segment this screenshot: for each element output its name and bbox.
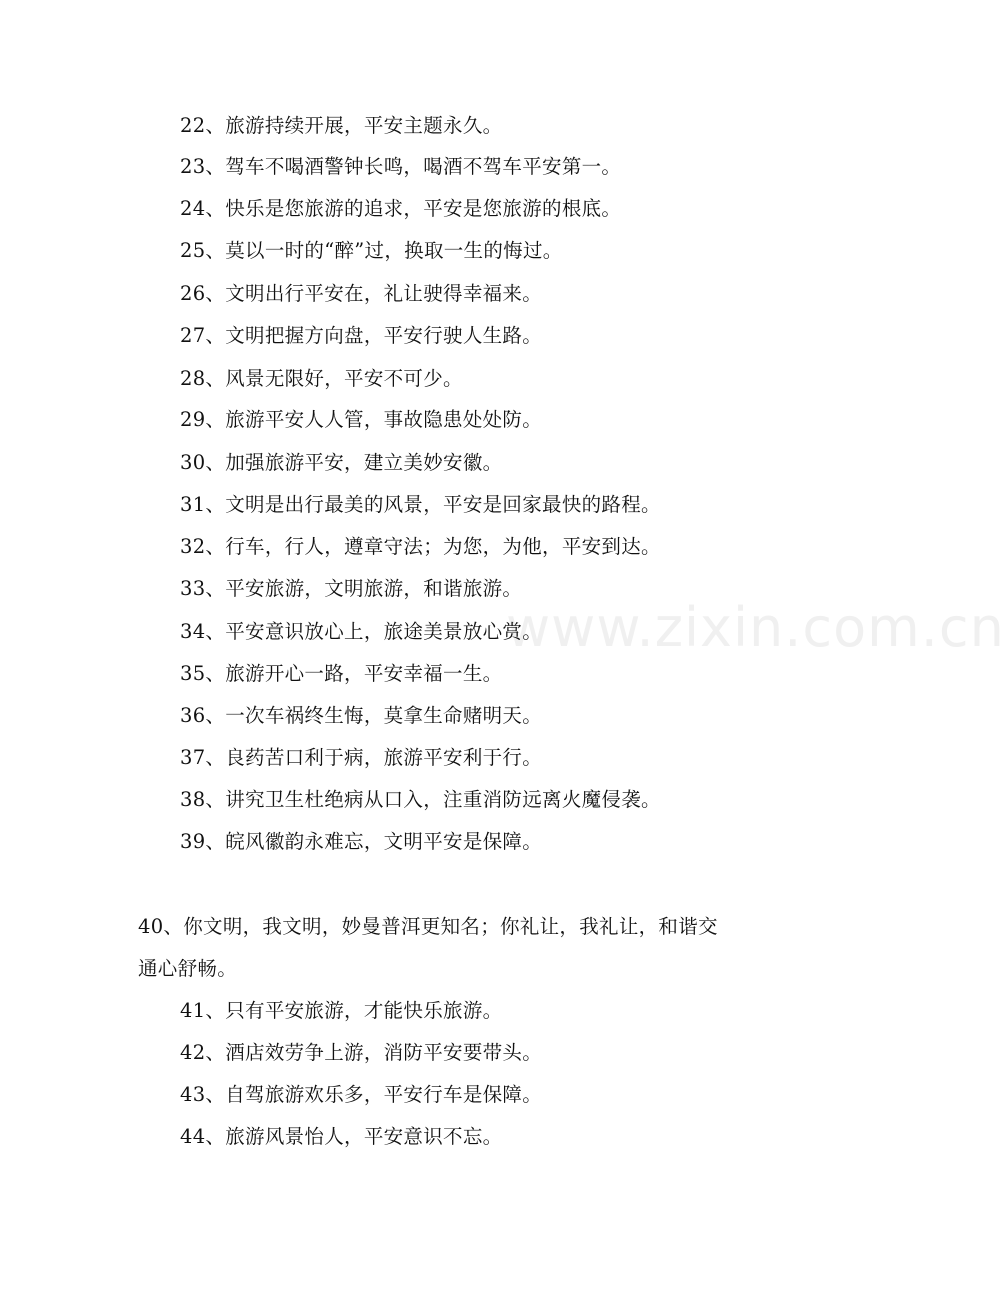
list-item: 28、风景无限好，平安不可少。 (180, 367, 463, 390)
list-item: 31、文明是出行最美的风景，平安是回家最快的路程。 (180, 493, 661, 516)
list-item: 39、皖风徽韵永难忘，文明平安是保障。 (180, 830, 543, 853)
list-item-40-line2: 通心舒畅。 (138, 957, 238, 980)
list-item: 41、只有平安旅游，才能快乐旅游。 (180, 999, 503, 1022)
list-item: 33、平安旅游，文明旅游，和谐旅游。 (180, 577, 523, 600)
list-item: 38、讲究卫生杜绝病从口入，注重消防远离火魔侵袭。 (180, 788, 661, 811)
list-item: 29、旅游平安人人管，事故隐患处处防。 (180, 408, 543, 431)
list-item: 25、莫以一时的“醉”过，换取一生的悔过。 (180, 239, 563, 262)
list-item: 30、加强旅游平安，建立美妙安徽。 (180, 451, 503, 474)
list-item: 32、行车，行人，遵章守法；为您，为他，平安到达。 (180, 535, 661, 558)
list-item: 35、旅游开心一路，平安幸福一生。 (180, 662, 503, 685)
list-item: 23、驾车不喝酒警钟长鸣，喝酒不驾车平安第一。 (180, 155, 622, 178)
watermark: www.zixin.com.cn (506, 596, 1005, 659)
list-item: 36、一次车祸终生悔，莫拿生命赌明天。 (180, 704, 543, 727)
list-item-40-line1: 40、你文明，我文明，妙曼普洱更知名；你礼让，我礼让，和谐交 (138, 915, 718, 938)
list-item: 42、酒店效劳争上游，消防平安要带头。 (180, 1041, 543, 1064)
list-item: 24、快乐是您旅游的追求，平安是您旅游的根底。 (180, 197, 622, 220)
list-item: 43、自驾旅游欢乐多，平安行车是保障。 (180, 1083, 543, 1106)
list-item: 37、良药苦口利于病，旅游平安利于行。 (180, 746, 543, 769)
list-item: 44、旅游风景怡人，平安意识不忘。 (180, 1125, 503, 1148)
list-item: 27、文明把握方向盘，平安行驶人生路。 (180, 324, 543, 347)
list-item: 22、旅游持续开展，平安主题永久。 (180, 114, 503, 137)
list-item: 34、平安意识放心上，旅途美景放心赏。 (180, 620, 543, 643)
list-item: 26、文明出行平安在，礼让驶得幸福来。 (180, 282, 543, 305)
